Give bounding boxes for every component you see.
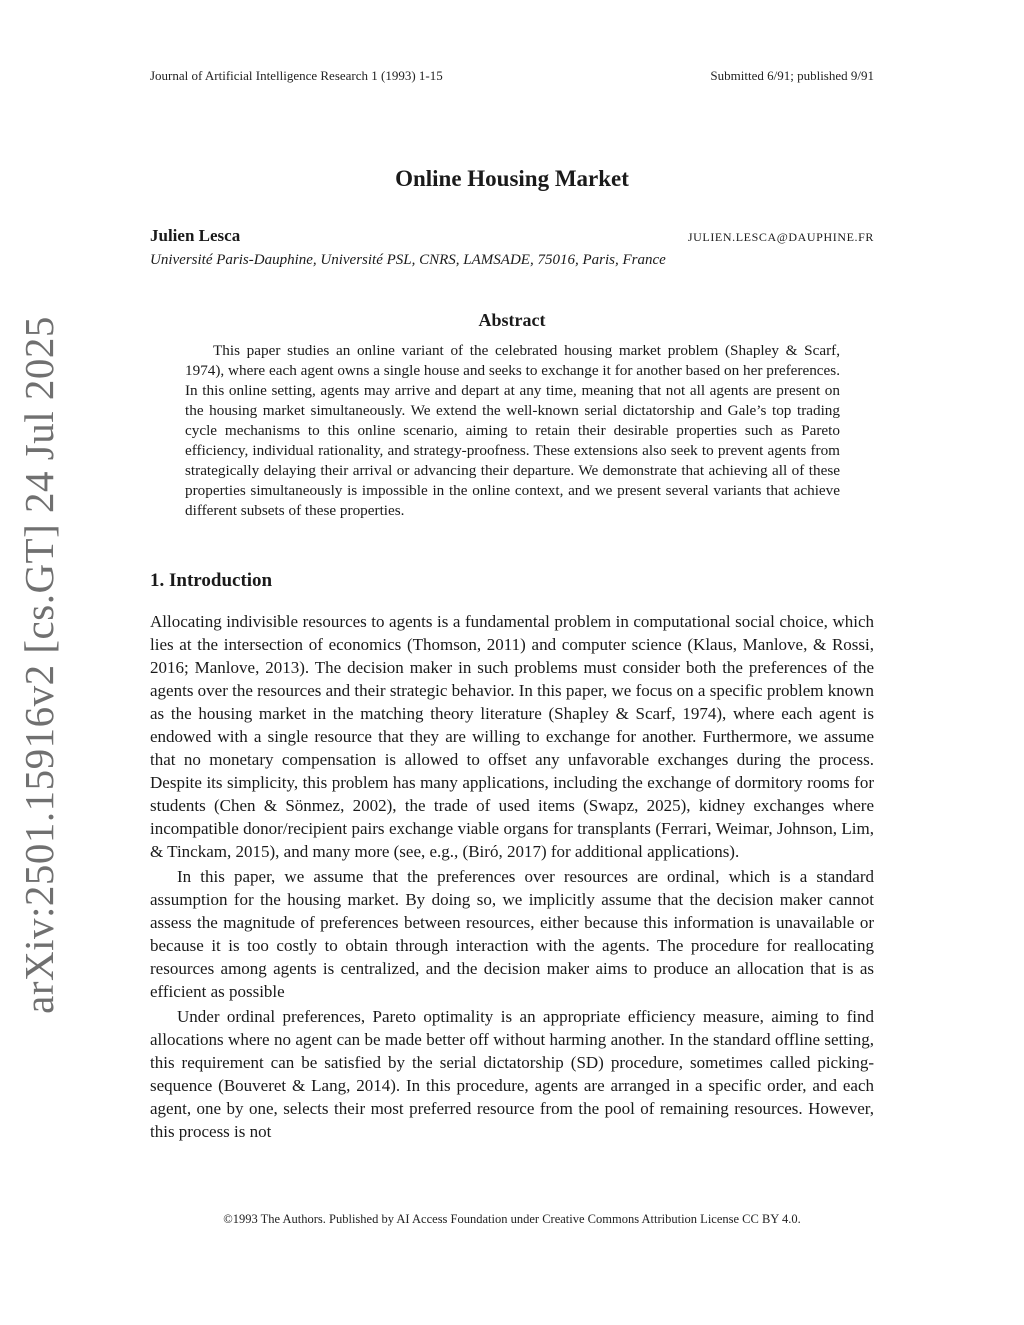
arxiv-identifier [8, 316, 70, 1014]
author-line [150, 226, 874, 246]
license-footer: ©1993 The Authors. Published by AI Access Foundation under Creative Commons Attribution License CC BY 4.0. [223, 1212, 801, 1226]
paragraph: In this paper, we assume that the preferences over resources are ordinal, which is a standard assumption for the housing market. By doing so, we implicitly assume that the decision maker cannot assess the magnitude of preferences between resources, either because this information is unavailable or because it is too costly to obtain through interaction with the agents. The procedure for reallocating resources among agents is centralized, and the decision maker aims to produce an allocation that is as efficient as possible [150, 867, 874, 1001]
abstract-heading: Abstract [478, 310, 546, 330]
author-affiliation: Université Paris-Dauphine, Université PSL, CNRS, LAMSADE, 75016, Paris, France [150, 252, 666, 268]
section-body [150, 610, 874, 1143]
paper-title: Online Housing Market [395, 166, 629, 191]
section-heading: 1. Introduction [150, 570, 273, 591]
submission-dates: Submitted 6/91; published 9/91 [710, 68, 874, 83]
running-head [150, 68, 874, 84]
paragraph: Under ordinal preferences, Pareto optimality is an appropriate efficiency measure, aiming to find allocations where no agent can be made better off without harming another. In the standard offline setting, this requirement can be satisfied by the serial dictatorship (SD) procedure, sometimes called picking-sequence (Bouveret & Lang, 2014). In this procedure, agents are arranged in a specific order, and each agent, one by one, selects their most preferred resource from the pool of remaining resources. However, this process is not [150, 1007, 874, 1141]
arxiv-identifier-text: arXiv:2501.15916v2 [cs.GT] 24 Jul 2025 [16, 316, 63, 1014]
paragraph: Allocating indivisible resources to agents is a fundamental problem in computational social choice, which lies at the intersection of economics (Thomson, 2011) and computer science (Klaus, Manlove, & Rossi, 2016; Manlove, 2013). The decision maker in such problems must consider both the preferences of the agents over the resources and their strategic behavior. In this paper, we focus on a specific problem known as the housing market in the matching theory literature (Shapley & Scarf, 1974), where each agent is endowed with a single resource that they are willing to exchange for another. Furthermore, we assume that no monetary compensation is allowed to offset any unfavorable exchanges during the process. Despite its simplicity, this problem has many applications, including the exchange of dormitory rooms for students (Chen & Sönmez, 2002), the trade of used items (Swapz, 2025), kidney exchanges where incompatible donor/recipient pairs exchange viable organs for transplants (Ferrari, Weimar, Johnson, Lim, & Tinckam, 2015), and many more (see, e.g., (Biró, 2017) for additional applications). [150, 612, 874, 861]
abstract-text: This paper studies an online variant of the celebrated housing market problem (Shapley & Scarf, 1974), where each agent owns a single house and seeks to exchange it for another based on her preferences. In this online setting, agents may arrive and depart at any time, meaning that not all agents are present on the housing market simultaneously. We extend the well-known serial dictatorship and Gale’s top trading cycle mechanisms to this online scenario, aiming to retain their desirable properties such as Pareto efficiency, individual rationality, and strategy-proofness. These extensions also seek to prevent agents from strategically delaying their arrival or advancing their departure. We demonstrate that achieving all of these properties simultaneously is impossible in the online context, and we present several variants that achieve different subsets of these properties. [185, 342, 840, 519]
author-email: JULIEN.LESCA@DAUPHINE.FR [687, 230, 874, 244]
journal-citation: Journal of Artificial Intelligence Research 1 (1993) 1-15 [150, 68, 443, 83]
author-name: Julien Lesca [150, 226, 241, 245]
